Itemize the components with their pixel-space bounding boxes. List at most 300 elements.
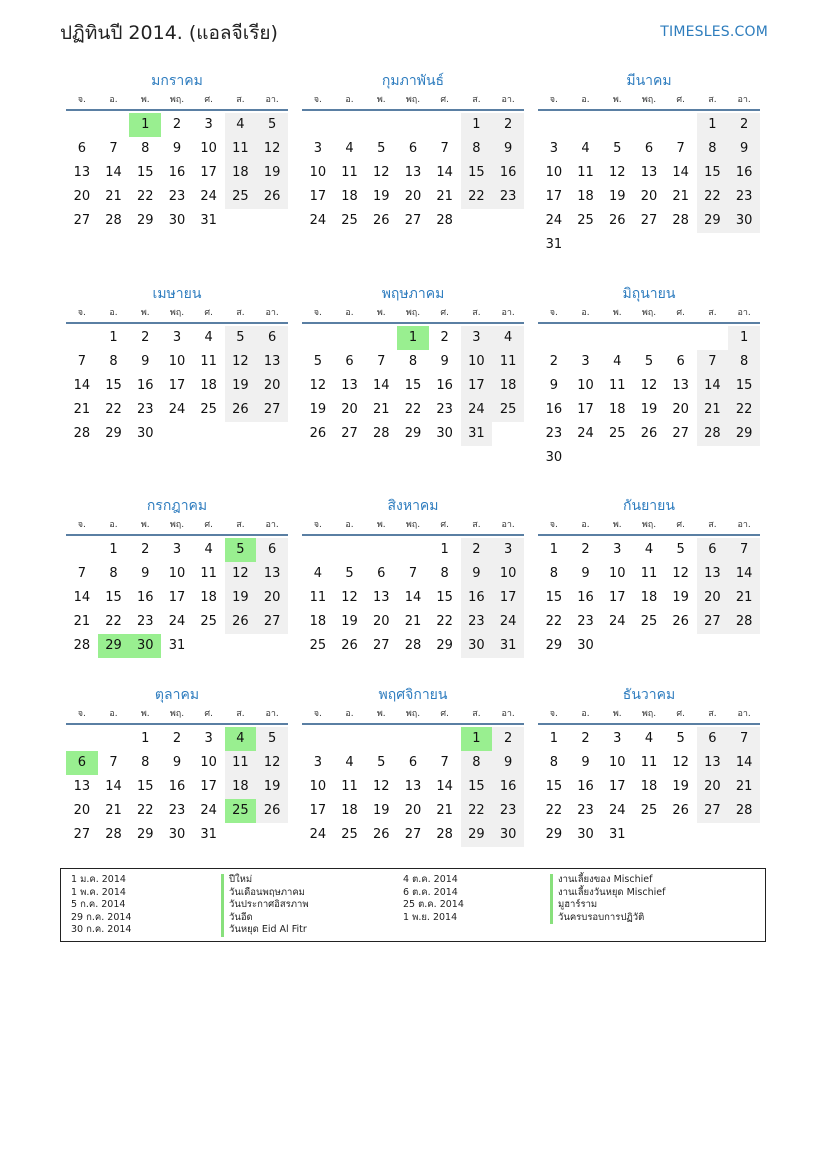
weekday-header xyxy=(302,92,524,111)
day-cell: 7 xyxy=(440,141,449,156)
day-cell: 2 xyxy=(141,542,150,557)
weekday-header xyxy=(538,305,760,324)
day-cell: 7 xyxy=(440,755,449,770)
day-cell: 5 xyxy=(377,141,386,156)
day-cell: 18 xyxy=(200,590,217,605)
legend-holiday-name: ปีใหม่ xyxy=(221,874,309,887)
weekday-label: อ. xyxy=(345,709,354,719)
day-cell: 6 xyxy=(644,141,654,156)
day-cell: 12 xyxy=(372,779,390,794)
weekday-label: พฤ. xyxy=(641,308,657,318)
day-cell: 9 xyxy=(172,141,182,156)
day-cell: 27 xyxy=(404,213,422,228)
day-cell: 1 xyxy=(109,330,118,345)
day-cell: 18 xyxy=(608,402,626,417)
day-cell: 13 xyxy=(672,378,689,393)
weekday-label: ศ. xyxy=(440,308,449,318)
day-cell: 21 xyxy=(436,803,453,818)
day-cell: 17 xyxy=(608,590,626,605)
day-cell: 9 xyxy=(492,137,524,161)
day-cell: 30 xyxy=(577,638,594,653)
day-cell: 11 xyxy=(640,755,658,770)
day-cell: 10 xyxy=(608,755,626,770)
day-cell: 7 xyxy=(377,354,386,369)
day-cell: 6 xyxy=(697,727,729,751)
weekday-label: จ. xyxy=(549,520,558,530)
day-cell: 18 xyxy=(640,779,658,794)
day-cell: 13 xyxy=(404,779,422,794)
day-cell: 27 xyxy=(256,398,288,422)
weekday-label: ส. xyxy=(236,709,245,719)
day-cell: 13 xyxy=(341,378,358,393)
day-cell: 20 xyxy=(73,803,91,818)
day-cell: 22 xyxy=(105,402,122,417)
day-cell: 17 xyxy=(492,586,524,610)
day-cell: 7 xyxy=(728,727,760,751)
month-block xyxy=(302,495,524,653)
day-cell: 11 xyxy=(309,590,327,605)
day-cell: 16 xyxy=(728,161,760,185)
day-cell: 12 xyxy=(309,378,327,393)
day-cell: 27 xyxy=(256,610,288,634)
weekday-label: ส. xyxy=(708,520,717,530)
day-cell: 4 xyxy=(204,330,213,345)
day-cell: 3 xyxy=(172,330,182,345)
day-cell: 4 xyxy=(204,542,213,557)
weekday-label: อ. xyxy=(109,308,118,318)
weekday-label: อ. xyxy=(109,95,118,105)
day-cell: 19 xyxy=(256,775,288,799)
day-cell: 21 xyxy=(73,402,91,417)
day-cell: 18 xyxy=(309,614,327,629)
day-cell: 22 xyxy=(436,614,453,629)
day-cell: 3 xyxy=(613,542,622,557)
weekday-header xyxy=(66,305,288,324)
day-cell: 6 xyxy=(377,566,386,581)
weekday-label: อ. xyxy=(581,95,590,105)
day-cell: 30 xyxy=(728,209,760,233)
day-cell: 30 xyxy=(436,426,453,441)
legend-date: 1 พ.ค. 2014 xyxy=(71,886,126,898)
day-cell: 9 xyxy=(141,566,150,581)
day-cell: 24 xyxy=(309,213,327,228)
legend-holiday-name: งานเลี้ยงของ Mischief xyxy=(550,874,665,887)
weekday-label: อ. xyxy=(345,520,354,530)
day-cell: 25 xyxy=(608,426,626,441)
day-cell: 25 xyxy=(309,638,327,653)
day-cell: 24 xyxy=(545,213,563,228)
day-cell: 20 xyxy=(640,189,658,204)
day-cell: 1 xyxy=(397,326,429,350)
day-cell: 25 xyxy=(577,213,594,228)
weekday-label: ส. xyxy=(472,520,481,530)
day-cell: 14 xyxy=(372,378,390,393)
day-cell: 14 xyxy=(105,165,122,180)
day-cell: 24 xyxy=(492,610,524,634)
day-cell: 16 xyxy=(492,161,524,185)
weekday-header xyxy=(66,92,288,111)
day-cell: 28 xyxy=(404,638,422,653)
day-cell: 1 xyxy=(728,326,760,350)
day-cell: 27 xyxy=(697,799,729,823)
month-block xyxy=(538,495,760,653)
legend-date: 1 ม.ค. 2014 xyxy=(71,874,126,885)
weekday-label: พฤ. xyxy=(169,95,185,105)
weekday-label: ศ. xyxy=(204,95,213,105)
day-cell: 24 xyxy=(608,803,626,818)
month-block xyxy=(538,283,760,465)
day-cell: 23 xyxy=(492,799,524,823)
day-cell: 8 xyxy=(549,755,558,770)
day-cell: 9 xyxy=(440,354,449,369)
day-cell: 13 xyxy=(640,165,658,180)
weekday-label: อ. xyxy=(581,709,590,719)
day-cell: 24 xyxy=(200,803,217,818)
day-cell: 20 xyxy=(404,189,422,204)
day-cell: 8 xyxy=(109,566,118,581)
day-cell: 10 xyxy=(545,165,563,180)
day-cell: 2 xyxy=(172,117,182,132)
day-cell: 14 xyxy=(436,165,453,180)
month-block xyxy=(302,70,524,228)
day-cell: 24 xyxy=(168,402,186,417)
day-cell: 13 xyxy=(372,590,390,605)
day-cell: 8 xyxy=(461,137,493,161)
legend-holiday-name: มูฮาร์ราม xyxy=(550,899,665,912)
day-cell: 10 xyxy=(577,378,594,393)
day-cell: 19 xyxy=(672,779,689,794)
weekday-header xyxy=(538,92,760,111)
day-cell: 13 xyxy=(697,562,729,586)
day-cell: 14 xyxy=(697,374,729,398)
day-cell: 31 xyxy=(200,213,217,228)
day-cell: 18 xyxy=(225,161,257,185)
day-cell: 13 xyxy=(404,165,422,180)
legend-holiday-name: วันหยุด Eid Al Fitr xyxy=(221,924,309,937)
day-cell: 26 xyxy=(341,638,358,653)
day-cell: 20 xyxy=(372,614,390,629)
day-cell: 6 xyxy=(77,141,86,156)
month-block xyxy=(538,70,760,252)
month-name: มิถุนายน xyxy=(622,286,676,302)
weekday-label: พฤ. xyxy=(641,709,657,719)
weekday-label: อา. xyxy=(501,308,515,318)
day-cell: 13 xyxy=(697,751,729,775)
day-cell: 27 xyxy=(404,827,422,842)
weekday-label: พฤ. xyxy=(405,95,421,105)
weekday-label: พฤ. xyxy=(641,95,657,105)
day-cell: 16 xyxy=(436,378,453,393)
day-cell: 12 xyxy=(225,350,257,374)
day-cell: 12 xyxy=(672,566,689,581)
day-cell: 21 xyxy=(728,775,760,799)
day-cell: 14 xyxy=(436,779,453,794)
day-cell: 2 xyxy=(492,727,524,751)
weekday-label: พ. xyxy=(376,520,386,530)
day-cell: 2 xyxy=(581,542,590,557)
day-cell: 26 xyxy=(672,803,689,818)
day-cell: 7 xyxy=(697,350,729,374)
weekday-label: พฤ. xyxy=(405,709,421,719)
day-cell: 4 xyxy=(644,731,654,746)
day-cell: 23 xyxy=(136,614,154,629)
day-cell: 29 xyxy=(105,426,122,441)
day-cell: 5 xyxy=(345,566,354,581)
day-cell: 28 xyxy=(105,827,122,842)
legend-date: 5 ก.ค. 2014 xyxy=(71,899,126,910)
day-cell: 30 xyxy=(136,426,154,441)
day-cell: 5 xyxy=(313,354,322,369)
day-cell: 22 xyxy=(461,799,493,823)
day-cell: 15 xyxy=(545,590,563,605)
day-cell: 14 xyxy=(105,779,122,794)
day-cell: 26 xyxy=(672,614,689,629)
day-cell: 1 xyxy=(697,113,729,137)
day-cell: 29 xyxy=(436,638,453,653)
day-cell: 31 xyxy=(545,237,563,252)
day-cell: 6 xyxy=(256,538,288,562)
day-cell: 11 xyxy=(200,566,217,581)
day-cell: 3 xyxy=(204,117,213,132)
day-cell: 15 xyxy=(697,161,729,185)
day-cell: 20 xyxy=(256,586,288,610)
day-cell: 16 xyxy=(168,165,186,180)
day-cell: 8 xyxy=(728,350,760,374)
day-cell: 6 xyxy=(345,354,354,369)
day-cell: 2 xyxy=(440,330,449,345)
month-name: พฤษภาคม xyxy=(381,286,445,302)
day-cell: 10 xyxy=(309,165,327,180)
day-cell: 19 xyxy=(225,374,257,398)
day-cell: 26 xyxy=(256,185,288,209)
day-cell: 23 xyxy=(728,185,760,209)
day-cell: 2 xyxy=(141,330,150,345)
day-cell: 25 xyxy=(225,799,257,823)
day-cell: 30 xyxy=(461,634,493,658)
day-cell: 18 xyxy=(225,775,257,799)
weekday-label: อา. xyxy=(265,95,279,105)
day-cell: 17 xyxy=(168,590,186,605)
day-cell: 16 xyxy=(168,779,186,794)
day-cell: 9 xyxy=(581,755,590,770)
weekday-label: พฤ. xyxy=(641,520,657,530)
month-name: กันยายน xyxy=(623,498,675,514)
weekday-label: พ. xyxy=(612,520,622,530)
day-cell: 26 xyxy=(309,426,327,441)
day-cell: 1 xyxy=(461,727,493,751)
day-cell: 21 xyxy=(73,614,91,629)
day-cell: 21 xyxy=(404,614,422,629)
day-cell: 18 xyxy=(341,803,358,818)
weekday-label: อา. xyxy=(265,308,279,318)
weekday-label: อา. xyxy=(501,520,515,530)
weekday-label: อา. xyxy=(501,709,515,719)
day-cell: 20 xyxy=(73,189,91,204)
weekday-label: จ. xyxy=(313,308,322,318)
day-cell: 27 xyxy=(73,827,91,842)
day-cell: 4 xyxy=(581,141,590,156)
day-cell: 26 xyxy=(256,799,288,823)
weekday-label: พ. xyxy=(612,308,622,318)
weekday-label: จ. xyxy=(77,709,86,719)
day-cell: 9 xyxy=(492,751,524,775)
weekday-label: ศ. xyxy=(440,709,449,719)
day-cell: 26 xyxy=(225,398,257,422)
day-cell: 16 xyxy=(136,378,154,393)
day-cell: 6 xyxy=(676,354,685,369)
day-cell: 2 xyxy=(461,538,493,562)
day-cell: 12 xyxy=(341,590,358,605)
site-link[interactable]: TIMESLES.COM xyxy=(660,24,768,40)
weekday-label: พ. xyxy=(140,308,150,318)
weekday-label: พ. xyxy=(140,709,150,719)
day-cell: 11 xyxy=(492,350,524,374)
weekday-label: อา. xyxy=(737,95,751,105)
day-cell: 8 xyxy=(440,566,449,581)
weekday-label: ศ. xyxy=(204,709,213,719)
day-cell: 21 xyxy=(372,402,390,417)
day-cell: 20 xyxy=(697,775,729,799)
day-cell: 5 xyxy=(256,113,288,137)
month-name: สิงหาคม xyxy=(387,498,439,514)
weekday-label: ศ. xyxy=(440,520,449,530)
weekday-label: ส. xyxy=(236,520,245,530)
weekday-label: พ. xyxy=(376,709,386,719)
day-cell: 9 xyxy=(172,755,182,770)
day-cell: 20 xyxy=(256,374,288,398)
day-cell: 3 xyxy=(581,354,590,369)
day-cell: 10 xyxy=(200,141,217,156)
day-cell: 11 xyxy=(200,354,217,369)
day-cell: 29 xyxy=(728,422,760,446)
day-cell: 21 xyxy=(672,189,689,204)
day-cell: 19 xyxy=(608,189,626,204)
day-cell: 25 xyxy=(225,185,257,209)
day-cell: 28 xyxy=(73,426,91,441)
day-cell: 8 xyxy=(461,751,493,775)
day-cell: 19 xyxy=(672,590,689,605)
day-cell: 23 xyxy=(461,610,493,634)
day-cell: 15 xyxy=(545,779,563,794)
weekday-header xyxy=(302,517,524,536)
day-cell: 25 xyxy=(341,827,358,842)
day-cell: 22 xyxy=(545,803,563,818)
day-cell: 22 xyxy=(545,614,563,629)
day-cell: 24 xyxy=(608,614,626,629)
day-cell: 17 xyxy=(545,189,563,204)
day-cell: 24 xyxy=(577,426,594,441)
weekday-label: ศ. xyxy=(676,520,685,530)
weekday-label: อา. xyxy=(737,520,751,530)
day-cell: 12 xyxy=(225,562,257,586)
day-cell: 8 xyxy=(141,755,150,770)
day-cell: 10 xyxy=(309,779,327,794)
day-cell: 8 xyxy=(408,354,418,369)
day-cell: 10 xyxy=(461,350,493,374)
day-cell: 2 xyxy=(172,731,182,746)
day-cell: 27 xyxy=(372,638,390,653)
day-cell: 11 xyxy=(225,751,257,775)
day-cell: 1 xyxy=(440,542,449,557)
day-cell: 12 xyxy=(256,751,288,775)
weekday-label: ส. xyxy=(236,308,245,318)
day-cell: 19 xyxy=(372,803,390,818)
day-cell: 3 xyxy=(492,538,524,562)
day-cell: 23 xyxy=(577,614,594,629)
month-block xyxy=(538,684,760,842)
legend-names-left xyxy=(221,874,309,937)
month-block xyxy=(66,283,288,441)
day-cell: 7 xyxy=(728,538,760,562)
day-cell: 7 xyxy=(77,354,86,369)
day-cell: 3 xyxy=(204,731,213,746)
weekday-label: จ. xyxy=(77,520,86,530)
day-cell: 20 xyxy=(697,586,729,610)
weekday-label: ศ. xyxy=(440,95,449,105)
day-cell: 22 xyxy=(105,614,122,629)
weekday-label: อา. xyxy=(265,520,279,530)
day-cell: 15 xyxy=(461,775,493,799)
weekday-label: อา. xyxy=(265,709,279,719)
weekday-label: ศ. xyxy=(676,95,685,105)
legend-names-right xyxy=(550,874,665,924)
day-cell: 13 xyxy=(256,562,288,586)
day-cell: 25 xyxy=(492,398,524,422)
day-cell: 4 xyxy=(313,566,322,581)
day-cell: 17 xyxy=(461,374,493,398)
day-cell: 9 xyxy=(461,562,493,586)
day-cell: 2 xyxy=(492,113,524,137)
day-cell: 16 xyxy=(461,586,493,610)
day-cell: 10 xyxy=(492,562,524,586)
weekday-label: ส. xyxy=(472,95,481,105)
day-cell: 26 xyxy=(372,827,390,842)
day-cell: 9 xyxy=(581,566,590,581)
day-cell: 10 xyxy=(200,755,217,770)
weekday-label: ส. xyxy=(708,308,717,318)
day-cell: 5 xyxy=(676,731,685,746)
legend-holiday-name: วันอีด xyxy=(221,912,309,925)
day-cell: 31 xyxy=(168,638,186,653)
weekday-label: ศ. xyxy=(676,308,685,318)
day-cell: 28 xyxy=(372,426,390,441)
day-cell: 14 xyxy=(404,590,422,605)
day-cell: 16 xyxy=(577,590,594,605)
legend-holiday-name: วันประกาศอิสรภาพ xyxy=(221,899,309,912)
day-cell: 17 xyxy=(309,803,327,818)
day-cell: 9 xyxy=(549,378,558,393)
day-cell: 23 xyxy=(168,189,186,204)
weekday-label: อ. xyxy=(581,520,590,530)
day-cell: 22 xyxy=(136,803,154,818)
day-cell: 4 xyxy=(225,727,257,751)
weekday-label: ศ. xyxy=(204,308,213,318)
day-cell: 28 xyxy=(728,610,760,634)
day-cell: 16 xyxy=(545,402,563,417)
day-cell: 11 xyxy=(577,165,594,180)
day-cell: 10 xyxy=(608,566,626,581)
day-cell: 7 xyxy=(676,141,685,156)
day-cell: 27 xyxy=(672,426,689,441)
legend-dates-left xyxy=(71,874,131,937)
day-cell: 28 xyxy=(73,638,91,653)
day-cell: 15 xyxy=(105,378,122,393)
day-cell: 1 xyxy=(549,542,558,557)
month-name: มกราคม xyxy=(151,73,203,89)
day-cell: 11 xyxy=(341,779,358,794)
weekday-label: พ. xyxy=(140,520,150,530)
day-cell: 19 xyxy=(256,161,288,185)
